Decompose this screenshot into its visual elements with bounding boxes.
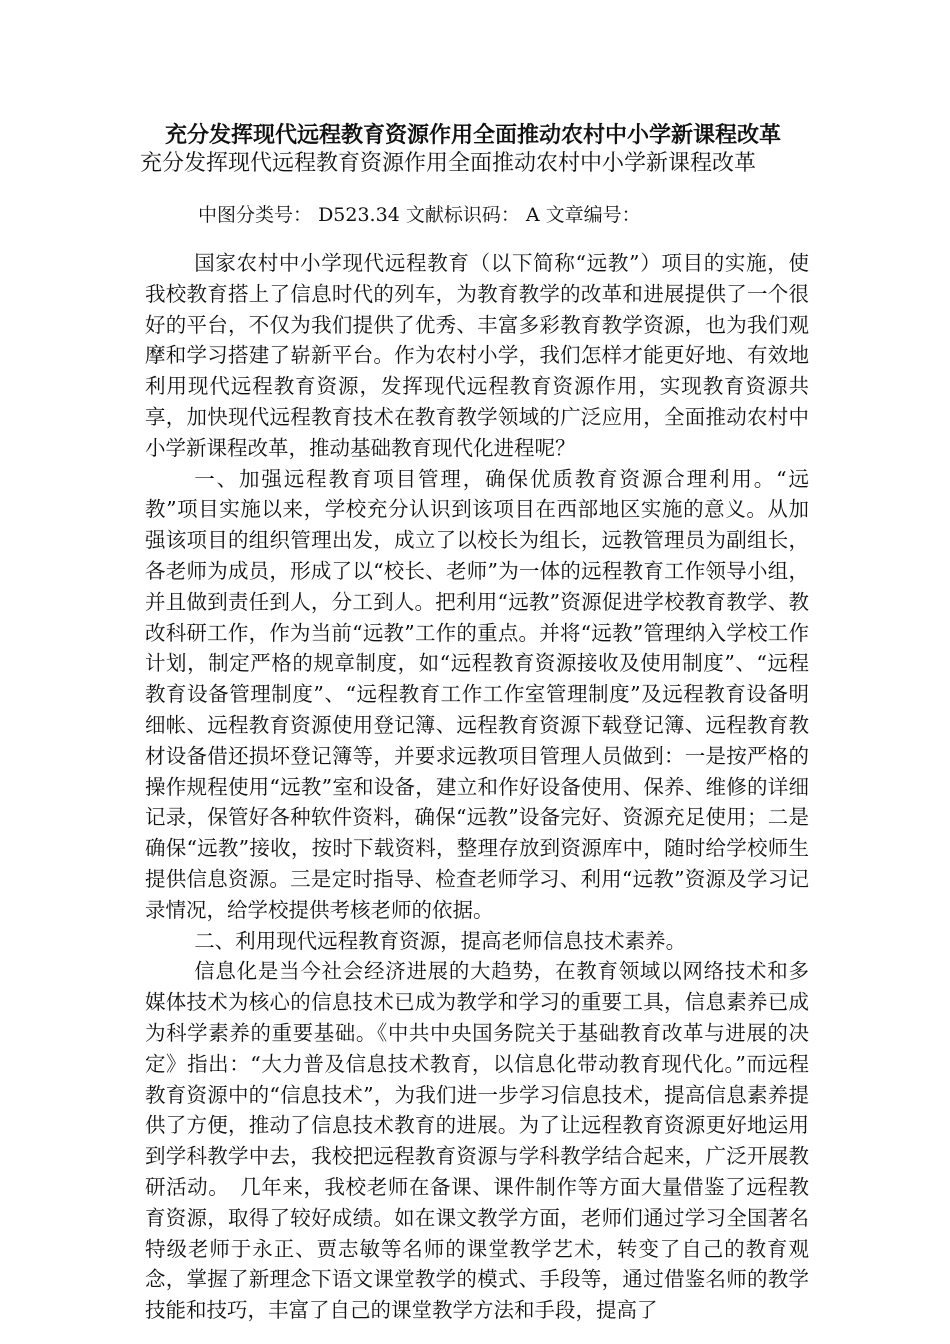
document-subtitle: 充分发挥现代远程教育资源作用全面推动农村中小学新课程改革	[140, 151, 757, 176]
paragraph-section-1: 一、加强远程教育项目管理，确保优质教育资源合理利用。“远教”项目实施以来，学校充分认识到该项目在西部地区实施的意义。从加强该项目的组织管理出发，成立了以校长为组长，远教管理员为副组长，各老师为成员，形成了以“校长、老师”为一体的远程教育工作领导小组，并且做到责任到人，分工到人。把利用“远教”资源促进学校教育教学、教改科研工作，作为当前“远教”工作的重点。并将“远教”管理纳入学校工作计划，制定严格的规章制度，如“远程教育资源接收及使用制度”、“远程教育设备管理制度”、“远程教育工作工作室管理制度”及远程教育设备明细帐、远程教育资源使用登记簿、远程教育资源下载登记簿、远程教育教材设备借还损坏登记簿等，并要求远教项目管理人员做到：一是按严格的操作规程使用“远教”室和设备，建立和作好设备使用、保养、维修的详细记录，保管好各种软件资料，确保“远教”设备完好、资源充足使用；二是确保“远教”接收，按时下载资料，整理存放到资源库中，随时给学校师生提供信息资源。三是定时指导、检查老师学习、利用“远教”资源及学习记录情况，给学校提供考核老师的依据。	[145, 466, 809, 922]
paragraph-intro: 国家农村中小学现代远程教育（以下简称“远教”）项目的实施，使我校教育搭上了信息时代的列车，为教育教学的改革和进展提供了一个很好的平台，不仅为我们提供了优秀、丰富多彩教育教学资源，也为我们观摩和学习搭建了崭新平台。作为农村小学，我们怎样才能更好地、有效地利用现代远程教育资源，发挥现代远程教育资源作用，实现教育资源共享，加快现代远程教育技术在教育教学领域的广泛应用，全面推动农村中小学新课程改革，推动基础教育现代化进程呢？	[145, 251, 809, 460]
article-no-label: 文章编号：	[545, 204, 641, 226]
paragraph-section-2-body: 信息化是当今社会经济进展的大趋势，在教育领域以网络技术和多媒体技术为核心的信息技术已成为教学和学习的重要工具，信息素养已成为科学素养的重要基础。《中共中央国务院关于基础教育改革与进展的决定》指出：“大力普及信息技术教育，以信息化带动教育现代化。”而远程教育资源中的“信息技术”，为我们进一步学习信息技术，提高信息素养提供了方便，推动了信息技术教育的进展。为了让远程教育资源更好地运用到学科教学中去，我校把远程教育资源与学科教学结合起来，广泛开展教研活动。 几年来，我校老师在备课、课件制作等方面大量借鉴了远程教育资源，取得了较好成绩。如在课文教学方面，老师们通过学习全国著名特级老师于永正、贾志敏等名师的课堂教学艺术，转变了自己的教育观念，掌握了新理念下语文课堂教学的模式、手段等，通过借鉴名师的教学技能和技巧，丰富了自己的课堂教学方法和手段，提高了	[145, 959, 809, 1323]
doc-code-label: 文献标识码：	[405, 204, 520, 226]
document-title: 充分发挥现代远程教育资源作用全面推动农村中小学新课程改革	[165, 122, 782, 148]
paragraph-section-2-heading: 二、利用现代远程教育资源，提高老师信息技术素养。	[194, 928, 687, 953]
clc-label: 中图分类号：	[198, 204, 313, 226]
doc-code-value: A	[525, 204, 540, 226]
classification-line	[198, 201, 641, 229]
body-text	[145, 248, 809, 1326]
clc-value: D523.34	[318, 204, 400, 226]
